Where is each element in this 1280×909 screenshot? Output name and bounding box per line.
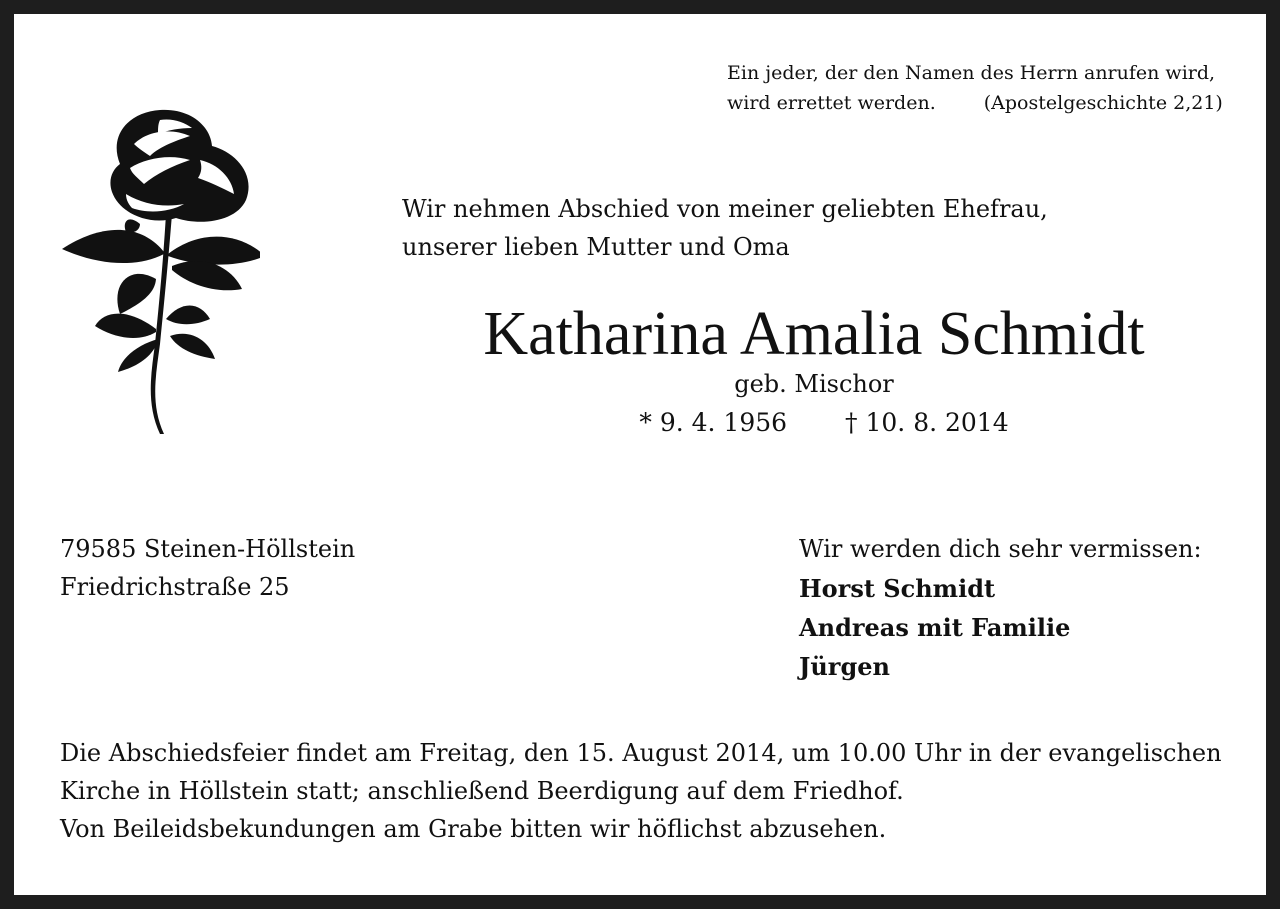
verse-line-2 [727,88,1247,118]
verse-line-2-text: wird errettet werden. [727,92,936,114]
intro-line-2: unserer lieben Mutter und Oma [402,233,790,261]
birth-date: * 9. 4. 1956 [639,408,788,437]
ceremony-line-1: Die Abschiedsfeier findet am Freitag, den 15. August 2014, um 10.00 Uhr in der evangelischen [60,739,1222,767]
ceremony-line-2: Kirche in Höllstein statt; anschließend Beerdigung auf dem Friedhof. [60,777,904,805]
mourner-name: Jürgen [799,652,890,681]
verse-line-1: Ein jeder, der den Namen des Herrn anrufen wird, [727,62,1216,84]
bible-verse [727,58,1247,118]
intro-line-1: Wir nehmen Abschied von meiner geliebten Ehefrau, [402,195,1048,223]
mourners-block [799,530,1259,686]
verse-reference: (Apostelgeschichte 2,21) [983,92,1223,114]
life-dates [574,404,1074,442]
death-date: † 10. 8. 2014 [845,408,1009,437]
mourner-name: Andreas mit Familie [799,613,1071,642]
ceremony-info [60,734,1250,848]
deceased-name: Katharina Amalia Schmidt [483,300,1145,368]
obituary-card [14,14,1266,895]
rose-icon [60,104,260,434]
mourner-name: Horst Schmidt [799,574,996,603]
address-block [60,530,520,606]
address-city: 79585 Steinen-Höllstein [60,535,356,563]
ceremony-line-3: Von Beileidsbekundungen am Grabe bitten wir höflichst abzusehen. [60,815,887,843]
mourners-heading: Wir werden dich sehr vermissen: [799,535,1202,563]
maiden-name: geb. Mischor [734,370,894,398]
address-street: Friedrichstraße 25 [60,573,290,601]
intro-text [402,190,1122,266]
